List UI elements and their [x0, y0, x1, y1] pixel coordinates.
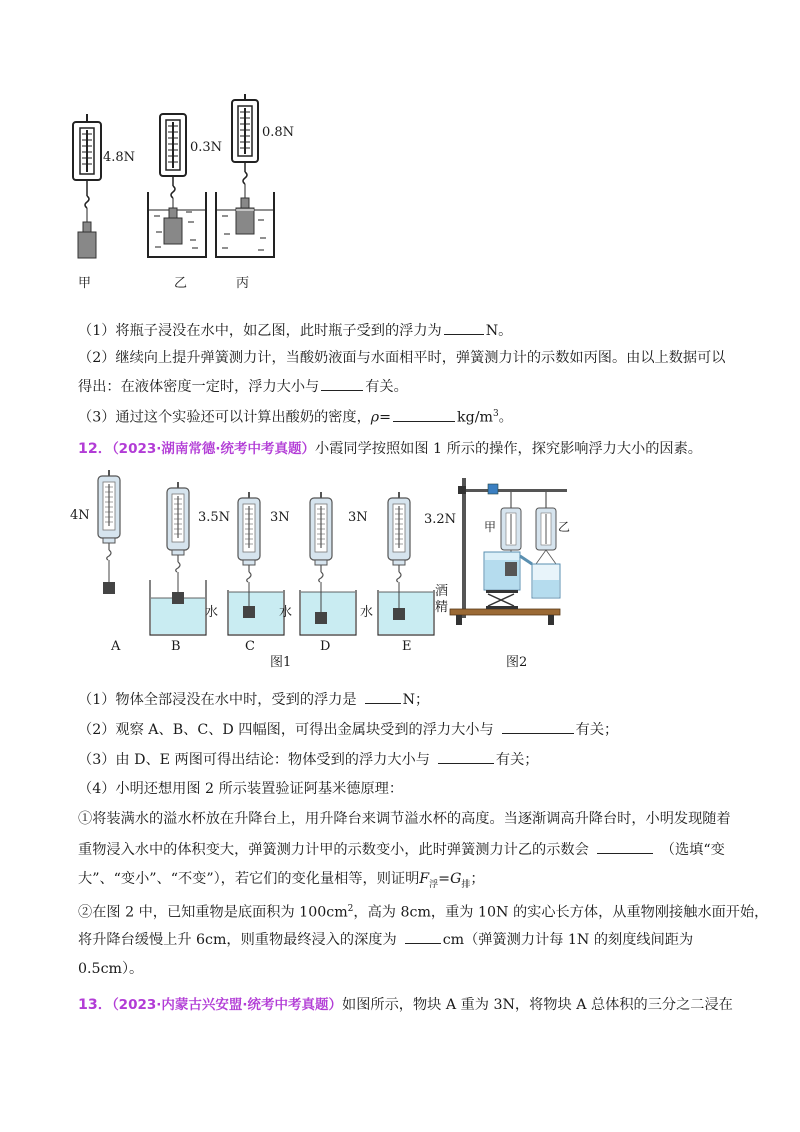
q12-part2-text: （2）观察 A、B、C、D 四幅图，可得出金属块受到的浮力大小与: [78, 722, 494, 738]
q11-part2-text: 得出：在液体密度一定时，浮力大小与: [78, 379, 320, 395]
label-bing: 丙: [236, 276, 250, 291]
q12-circle1-hint: （选填“变: [660, 842, 725, 858]
question-number: 12．: [78, 441, 112, 457]
unit-superscript: 3: [492, 409, 499, 419]
symbol-g: G: [450, 871, 462, 887]
fig1-reading-c: 3N: [270, 510, 290, 525]
label-jia: 甲: [78, 276, 92, 291]
answer-blank[interactable]: [393, 407, 455, 422]
spring-scale-bing: [216, 94, 274, 257]
setup-b: [150, 482, 206, 635]
q12-circle2-text: ②在图 2 中，已知重物是底面积为 100cm: [78, 904, 348, 921]
q11-part1-text: （1）将瓶子浸没在水中，如乙图，此时瓶子受到的浮力为: [78, 323, 442, 339]
fig1-label-e: E: [402, 639, 412, 654]
fig1-reading-e: 3.2N: [424, 512, 457, 527]
figure-1: [90, 470, 450, 650]
fig1-label-d: D: [320, 639, 331, 654]
fig1-water-d: 水: [360, 605, 374, 620]
symbol-f: F: [419, 871, 430, 887]
fig2-label-jia: 甲: [484, 520, 497, 534]
q12-circle1-line1: ①将装满水的溢水杯放在升降台上，用升降台来调节溢水杯的高度。当逐渐调高升降台时，小明发现随着: [78, 811, 731, 827]
q12-part3-text: （3）由 D、E 两图可得出结论：物体受到的浮力大小与: [78, 752, 430, 768]
fig1-water-b: 水: [205, 605, 219, 620]
q12-circle1-text2: 大”、“变小”、“不变”），若它们的变化量相等，则证明: [78, 871, 420, 887]
setup-a: [98, 470, 120, 594]
fig2-label-yi: 乙: [558, 520, 571, 534]
area-superscript: 2: [347, 904, 354, 914]
fig1-caption: 图1: [270, 655, 292, 670]
figure-2: [448, 472, 571, 632]
answer-blank[interactable]: [365, 689, 401, 704]
q12-part1-unit: N；: [402, 692, 430, 708]
q11-part2-end: 有关。: [365, 379, 408, 395]
q12-part1-text: （1）物体全部浸没在水中时，受到的浮力是: [78, 692, 357, 708]
question-source: （2023·湖南常德·统考中考真题）: [111, 441, 316, 457]
reading-yi: 0.3N: [190, 140, 223, 155]
q11-part3: [78, 404, 513, 428]
question-number: 13．: [78, 997, 112, 1013]
q11-part3-text: （3）通过这个实验还可以计算出酸奶的密度，: [78, 409, 371, 426]
q12-circle2-line3: 0.5cm）。: [78, 961, 144, 977]
q13-header: [78, 995, 733, 1015]
rho-symbol: ρ=: [370, 409, 392, 426]
q12-part2: [78, 719, 618, 740]
fig2-caption: 图2: [506, 655, 528, 670]
reading-bing: 0.8N: [262, 125, 295, 140]
q12-circle2-text4: cm（弹簧测力计每 1N 的刻度线间距为: [442, 932, 694, 948]
fig1-reading-a: 4N: [70, 508, 90, 523]
q12-circle1-line3: [78, 869, 485, 895]
q12-part4: （4）小明还想用图 2 所示装置验证阿基米德原理：: [78, 781, 404, 797]
q12-circle1-end: ；: [470, 871, 485, 887]
fig1-water-c: 水: [279, 605, 293, 620]
spring-scale-yi: [148, 114, 206, 257]
q12-header: [78, 439, 702, 459]
fig1-label-a: A: [111, 639, 121, 654]
q12-circle1-text: 重物浸入水中的体积变大，弹簧测力计甲的示数变小，此时弹簧测力计乙的示数会: [78, 842, 589, 858]
q12-circle2-line1: [78, 899, 768, 923]
label-yi: 乙: [174, 276, 188, 291]
density-unit: kg/m: [457, 409, 493, 426]
question-stem: 小霞同学按照如图 1 所示的操作，探究影响浮力大小的因素。: [315, 441, 702, 457]
fig1-alcohol-2: 精: [435, 600, 449, 615]
answer-blank[interactable]: [321, 376, 363, 391]
answer-blank[interactable]: [502, 719, 574, 734]
question-stem: 如图所示，物块 A 重为 3N，将物块 A 总体积的三分之二浸在: [342, 997, 733, 1013]
figure-yogurt-bottle: [60, 92, 320, 292]
subscript-fu: 浮: [429, 879, 439, 890]
fig1-alcohol-1: 酒: [435, 584, 449, 599]
q12-circle2-line2: [78, 929, 693, 950]
answer-blank[interactable]: [405, 929, 441, 944]
q11-part2-line1: （2）继续向上提升弹簧测力计，当酸奶液面与水面相平时，弹簧测力计的示数如丙图。由以上数据可以: [78, 350, 726, 366]
fig1-label-b: B: [171, 639, 181, 654]
q11-part3-end: 。: [498, 409, 513, 426]
q12-circle2-text3: 将升降台缓慢上升 6cm，则重物最终浸入的深度为: [78, 932, 397, 948]
fig1-reading-d: 3N: [348, 510, 368, 525]
reading-jia: 4.8N: [103, 150, 136, 165]
q12-part1: [78, 689, 429, 710]
answer-blank[interactable]: [597, 839, 653, 854]
q12-part3-end: 有关；: [495, 752, 539, 768]
question-source: （2023·内蒙古兴安盟·统考中考真题）: [111, 997, 343, 1013]
q11-part1-unit: N。: [485, 323, 513, 339]
fig1-reading-b: 3.5N: [198, 510, 231, 525]
q12-circle1-line2: [78, 839, 725, 860]
answer-blank[interactable]: [444, 320, 484, 335]
fig1-label-c: C: [245, 639, 255, 654]
subscript-pai: 排: [461, 879, 471, 890]
spring-scale-jia: [73, 114, 101, 258]
q12-part3: [78, 749, 538, 770]
answer-blank[interactable]: [438, 749, 494, 764]
q12-part2-end: 有关；: [575, 722, 619, 738]
q12-circle2-text2: ，高为 8cm，重为 10N 的实心长方体，从重物刚接触水面开始，: [353, 904, 769, 921]
q11-part1: [78, 320, 512, 341]
q11-part2-line2: [78, 376, 408, 397]
equals-sign: =: [438, 871, 451, 887]
